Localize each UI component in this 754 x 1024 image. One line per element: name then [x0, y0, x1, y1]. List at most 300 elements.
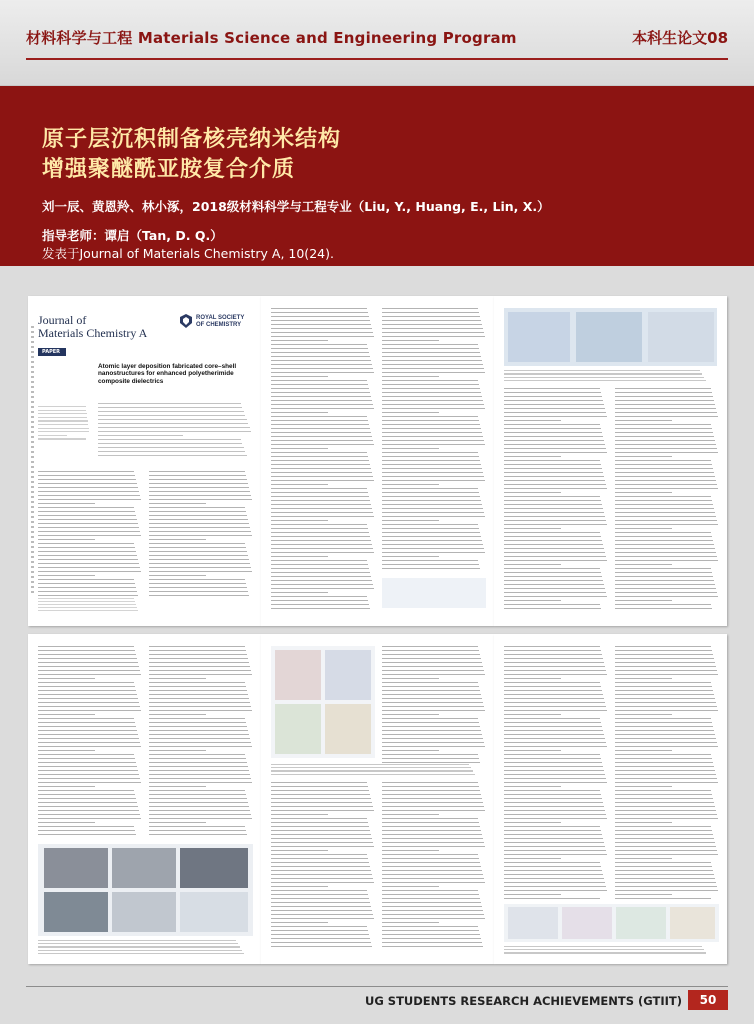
text-line [615, 838, 714, 839]
text-line [615, 778, 717, 779]
text-line [615, 834, 713, 835]
text-line [98, 411, 244, 412]
text-line [615, 572, 712, 573]
text-line [382, 468, 482, 469]
text-line [382, 838, 483, 839]
text-line [504, 604, 600, 605]
text-line [504, 846, 605, 847]
text-line [271, 368, 373, 369]
text-line [382, 432, 482, 433]
text-line [38, 774, 139, 775]
text-line [504, 380, 706, 381]
text-line [382, 356, 481, 357]
text-line [504, 726, 602, 727]
text-line [149, 539, 206, 540]
text-line [504, 738, 605, 739]
text-line [615, 524, 718, 525]
text-line [504, 694, 603, 695]
text-line [615, 754, 711, 755]
paper-page-5 [261, 634, 494, 964]
text-line [615, 448, 717, 449]
text-line [38, 431, 89, 432]
text-line [615, 830, 712, 831]
text-line [38, 650, 135, 651]
text-line [615, 806, 715, 807]
text-line [382, 368, 484, 369]
thesis-title-line-1: 原子层沉积制备核壳纳米结构 [42, 127, 342, 152]
text-line [38, 730, 137, 731]
text-line [615, 862, 711, 863]
text-line [504, 770, 604, 771]
text-line [382, 420, 479, 421]
text-line [38, 814, 140, 815]
text-line [504, 646, 600, 647]
text-line [271, 934, 369, 935]
text-line [38, 555, 137, 556]
text-line [615, 540, 713, 541]
publication-info: 发表于Journal of Materials Chemistry A, 10(24). [42, 246, 334, 261]
text-line [615, 730, 714, 731]
text-line [382, 682, 478, 683]
text-line [382, 548, 484, 549]
text-line [271, 416, 367, 417]
text-line [504, 416, 607, 417]
text-line [38, 424, 88, 425]
text-line [271, 344, 367, 345]
text-line [149, 547, 246, 548]
text-line [382, 650, 479, 651]
text-line [615, 392, 712, 393]
text-line [382, 344, 478, 345]
text-line [504, 882, 605, 883]
text-line [382, 762, 480, 763]
text-line [271, 372, 374, 373]
text-line [271, 902, 370, 903]
text-line [38, 746, 141, 747]
text-line [382, 552, 485, 553]
paper-tag: PAPER [38, 348, 66, 356]
program-header [0, 0, 754, 86]
text-line [382, 504, 482, 505]
text-line [382, 922, 439, 923]
text-line [38, 706, 140, 707]
text-line [382, 532, 480, 533]
text-line [382, 536, 481, 537]
text-line [615, 690, 713, 691]
plot-panel [180, 892, 248, 932]
text-line [382, 484, 439, 485]
text-line [382, 854, 478, 855]
text-line [615, 718, 711, 719]
plot-panel [275, 704, 321, 754]
text-line [38, 734, 138, 735]
text-line [38, 943, 238, 944]
text-line [38, 953, 244, 954]
text-line [38, 738, 139, 739]
text-line [149, 774, 250, 775]
text-line [615, 408, 716, 409]
text-line [382, 686, 479, 687]
text-line [38, 822, 95, 823]
text-line [382, 428, 481, 429]
text-line [504, 560, 607, 561]
text-line [504, 584, 604, 585]
text-line [382, 496, 480, 497]
text-line [382, 746, 485, 747]
text-line [382, 520, 439, 521]
text-line [98, 419, 247, 420]
text-line [504, 592, 606, 593]
text-line [504, 666, 605, 667]
text-line [98, 431, 251, 432]
text-line [382, 906, 482, 907]
text-line [504, 850, 606, 851]
text-line [271, 456, 368, 457]
text-line [504, 798, 602, 799]
text-line [504, 464, 601, 465]
text-line [38, 778, 140, 779]
tem-image [180, 848, 248, 888]
text-line [382, 416, 478, 417]
text-line [271, 906, 371, 907]
text-line [271, 472, 372, 473]
text-line [38, 742, 140, 743]
plot-panel [616, 907, 666, 939]
text-line [615, 464, 712, 465]
text-line [504, 576, 602, 577]
text-line [271, 492, 368, 493]
text-line [38, 678, 95, 679]
text-line [504, 826, 600, 827]
text-line [149, 814, 251, 815]
text-line [38, 834, 136, 835]
text-line [615, 576, 713, 577]
text-line [149, 826, 245, 827]
text-line [38, 826, 134, 827]
text-line [38, 535, 141, 536]
text-line [615, 528, 672, 529]
text-line [38, 830, 135, 831]
text-line [38, 551, 136, 552]
text-line [615, 484, 717, 485]
text-line [271, 802, 372, 803]
text-line [504, 377, 704, 378]
text-line [615, 678, 672, 679]
text-line [149, 567, 251, 568]
text-line [38, 682, 134, 683]
program-name: 材料科学与工程 Materials Science and Engineering Program [26, 29, 517, 47]
text-line [504, 722, 601, 723]
text-line [149, 698, 249, 699]
text-line [149, 766, 248, 767]
text-line [149, 531, 251, 532]
text-line [615, 854, 718, 855]
text-line [271, 764, 469, 765]
text-line [149, 543, 245, 544]
text-line [38, 718, 134, 719]
text-line [382, 866, 481, 867]
text-line [98, 403, 241, 404]
text-line [615, 428, 712, 429]
paper-page-3 [494, 296, 727, 626]
text-line [149, 694, 248, 695]
text-line [615, 596, 718, 597]
text-line [615, 432, 713, 433]
text-line [615, 600, 672, 601]
text-line [271, 508, 372, 509]
text-line [504, 774, 605, 775]
text-line [504, 476, 604, 477]
text-line [504, 806, 604, 807]
text-line [149, 658, 248, 659]
text-line [149, 491, 250, 492]
text-line [382, 560, 478, 561]
text-line [271, 870, 371, 871]
text-line [615, 452, 718, 453]
text-line [382, 424, 480, 425]
text-line [382, 930, 479, 931]
text-line [615, 774, 716, 775]
text-line [382, 508, 483, 509]
text-line [382, 388, 480, 389]
text-line [504, 746, 607, 747]
text-line [149, 487, 249, 488]
text-line [504, 448, 606, 449]
text-line [149, 654, 247, 655]
text-line [382, 914, 484, 915]
text-line [615, 480, 716, 481]
text-line [504, 596, 607, 597]
text-line [271, 500, 370, 501]
text-line [504, 588, 605, 589]
advisor: 指导老师：谭启（Tan, D. Q.） [42, 228, 223, 243]
text-line [382, 882, 485, 883]
text-line [504, 460, 600, 461]
text-line [271, 942, 371, 943]
text-line [504, 388, 600, 389]
text-line [271, 818, 367, 819]
text-line [271, 866, 370, 867]
text-line [149, 646, 245, 647]
text-line [38, 479, 136, 480]
text-line [38, 531, 140, 532]
plot-panel [508, 907, 558, 939]
text-line [504, 480, 605, 481]
text-line [149, 758, 246, 759]
text-line [615, 520, 717, 521]
text-line [271, 588, 374, 589]
text-line [38, 559, 138, 560]
text-line [382, 910, 483, 911]
text-line [149, 722, 246, 723]
text-line [149, 555, 248, 556]
text-line [149, 710, 252, 711]
text-line [382, 730, 481, 731]
text-line [615, 746, 718, 747]
text-line [504, 870, 602, 871]
text-line [38, 806, 138, 807]
text-line [504, 500, 601, 501]
text-line [38, 674, 141, 675]
text-line [271, 544, 372, 545]
text-line [149, 674, 252, 675]
text-line [38, 646, 134, 647]
title-band [0, 86, 754, 266]
text-line [38, 495, 140, 496]
text-line [149, 734, 249, 735]
text-line [38, 798, 136, 799]
text-line [504, 830, 601, 831]
text-line [271, 842, 373, 843]
text-line [271, 894, 368, 895]
text-line [382, 544, 483, 545]
text-line [271, 552, 374, 553]
text-line [382, 392, 481, 393]
text-line [38, 487, 138, 488]
text-line [382, 722, 479, 723]
text-line [38, 790, 134, 791]
text-line [615, 456, 672, 457]
side-margin-text [31, 326, 34, 596]
text-line [38, 722, 135, 723]
text-line [504, 404, 604, 405]
text-line [382, 822, 479, 823]
text-line [271, 858, 368, 859]
text-line [504, 858, 561, 859]
text-line [98, 447, 244, 448]
text-line [38, 818, 141, 819]
text-line [615, 682, 711, 683]
text-line [38, 758, 135, 759]
text-line [271, 360, 371, 361]
text-line [271, 584, 373, 585]
text-line [382, 408, 485, 409]
text-line [504, 662, 604, 663]
page-number: 50 [688, 990, 728, 1010]
text-line [38, 950, 242, 951]
text-line [382, 734, 482, 735]
text-line [271, 946, 372, 947]
text-line [382, 364, 483, 365]
text-line [38, 598, 134, 599]
text-line [382, 678, 439, 679]
text-line [615, 882, 716, 883]
text-line [98, 427, 250, 428]
text-line [504, 862, 600, 863]
figure-1b [576, 312, 642, 362]
text-line [615, 850, 717, 851]
footer-divider [26, 986, 728, 987]
text-line [615, 468, 713, 469]
text-line [38, 591, 137, 592]
text-line [504, 674, 607, 675]
text-line [382, 646, 478, 647]
text-line [271, 878, 373, 879]
text-line [149, 507, 245, 508]
text-line [38, 515, 136, 516]
text-line [382, 918, 485, 919]
text-line [504, 456, 561, 457]
text-line [149, 690, 247, 691]
text-line [382, 396, 482, 397]
text-line [615, 762, 713, 763]
text-line [615, 886, 717, 887]
text-line [149, 806, 249, 807]
text-line [271, 420, 368, 421]
text-line [382, 714, 439, 715]
text-line [38, 499, 141, 500]
text-line [382, 460, 480, 461]
text-line [149, 579, 245, 580]
text-line [615, 898, 711, 899]
text-line [504, 440, 604, 441]
text-line [271, 380, 367, 381]
text-line [504, 544, 603, 545]
text-line [615, 714, 672, 715]
text-line [271, 592, 328, 593]
paper-page-2 [261, 296, 494, 626]
publisher-name: ROYAL SOCIETY OF CHEMISTRY [196, 315, 245, 328]
text-line [615, 890, 718, 891]
text-line [615, 548, 715, 549]
text-line [382, 372, 485, 373]
text-line [271, 316, 369, 317]
text-line [382, 690, 480, 691]
text-line [615, 592, 717, 593]
text-line [504, 786, 561, 787]
text-line [382, 404, 484, 405]
text-line [382, 658, 481, 659]
text-line [271, 826, 369, 827]
text-line [504, 444, 605, 445]
sem-image-c [44, 892, 108, 932]
text-line [382, 528, 479, 529]
text-line [382, 376, 439, 377]
text-line [38, 575, 95, 576]
text-line [149, 650, 246, 651]
text-line [615, 460, 711, 461]
text-line [271, 540, 371, 541]
text-line [271, 798, 371, 799]
text-line [504, 650, 601, 651]
text-line [615, 436, 714, 437]
text-line [382, 938, 481, 939]
text-line [271, 444, 374, 445]
text-line [382, 670, 484, 671]
plot-panel [112, 892, 176, 932]
text-line [271, 794, 370, 795]
text-line [615, 508, 714, 509]
text-line [504, 702, 605, 703]
text-line [271, 436, 372, 437]
text-line [382, 758, 479, 759]
text-line [271, 404, 373, 405]
text-line [615, 738, 716, 739]
text-line [382, 340, 439, 341]
text-line [38, 670, 140, 671]
text-line [615, 488, 718, 489]
text-line [615, 706, 717, 707]
text-line [504, 568, 600, 569]
text-line [382, 654, 480, 655]
text-line [38, 702, 139, 703]
text-line [382, 786, 479, 787]
text-line [271, 850, 328, 851]
text-line [271, 830, 370, 831]
text-line [149, 782, 252, 783]
text-line [382, 806, 484, 807]
text-line [504, 866, 601, 867]
